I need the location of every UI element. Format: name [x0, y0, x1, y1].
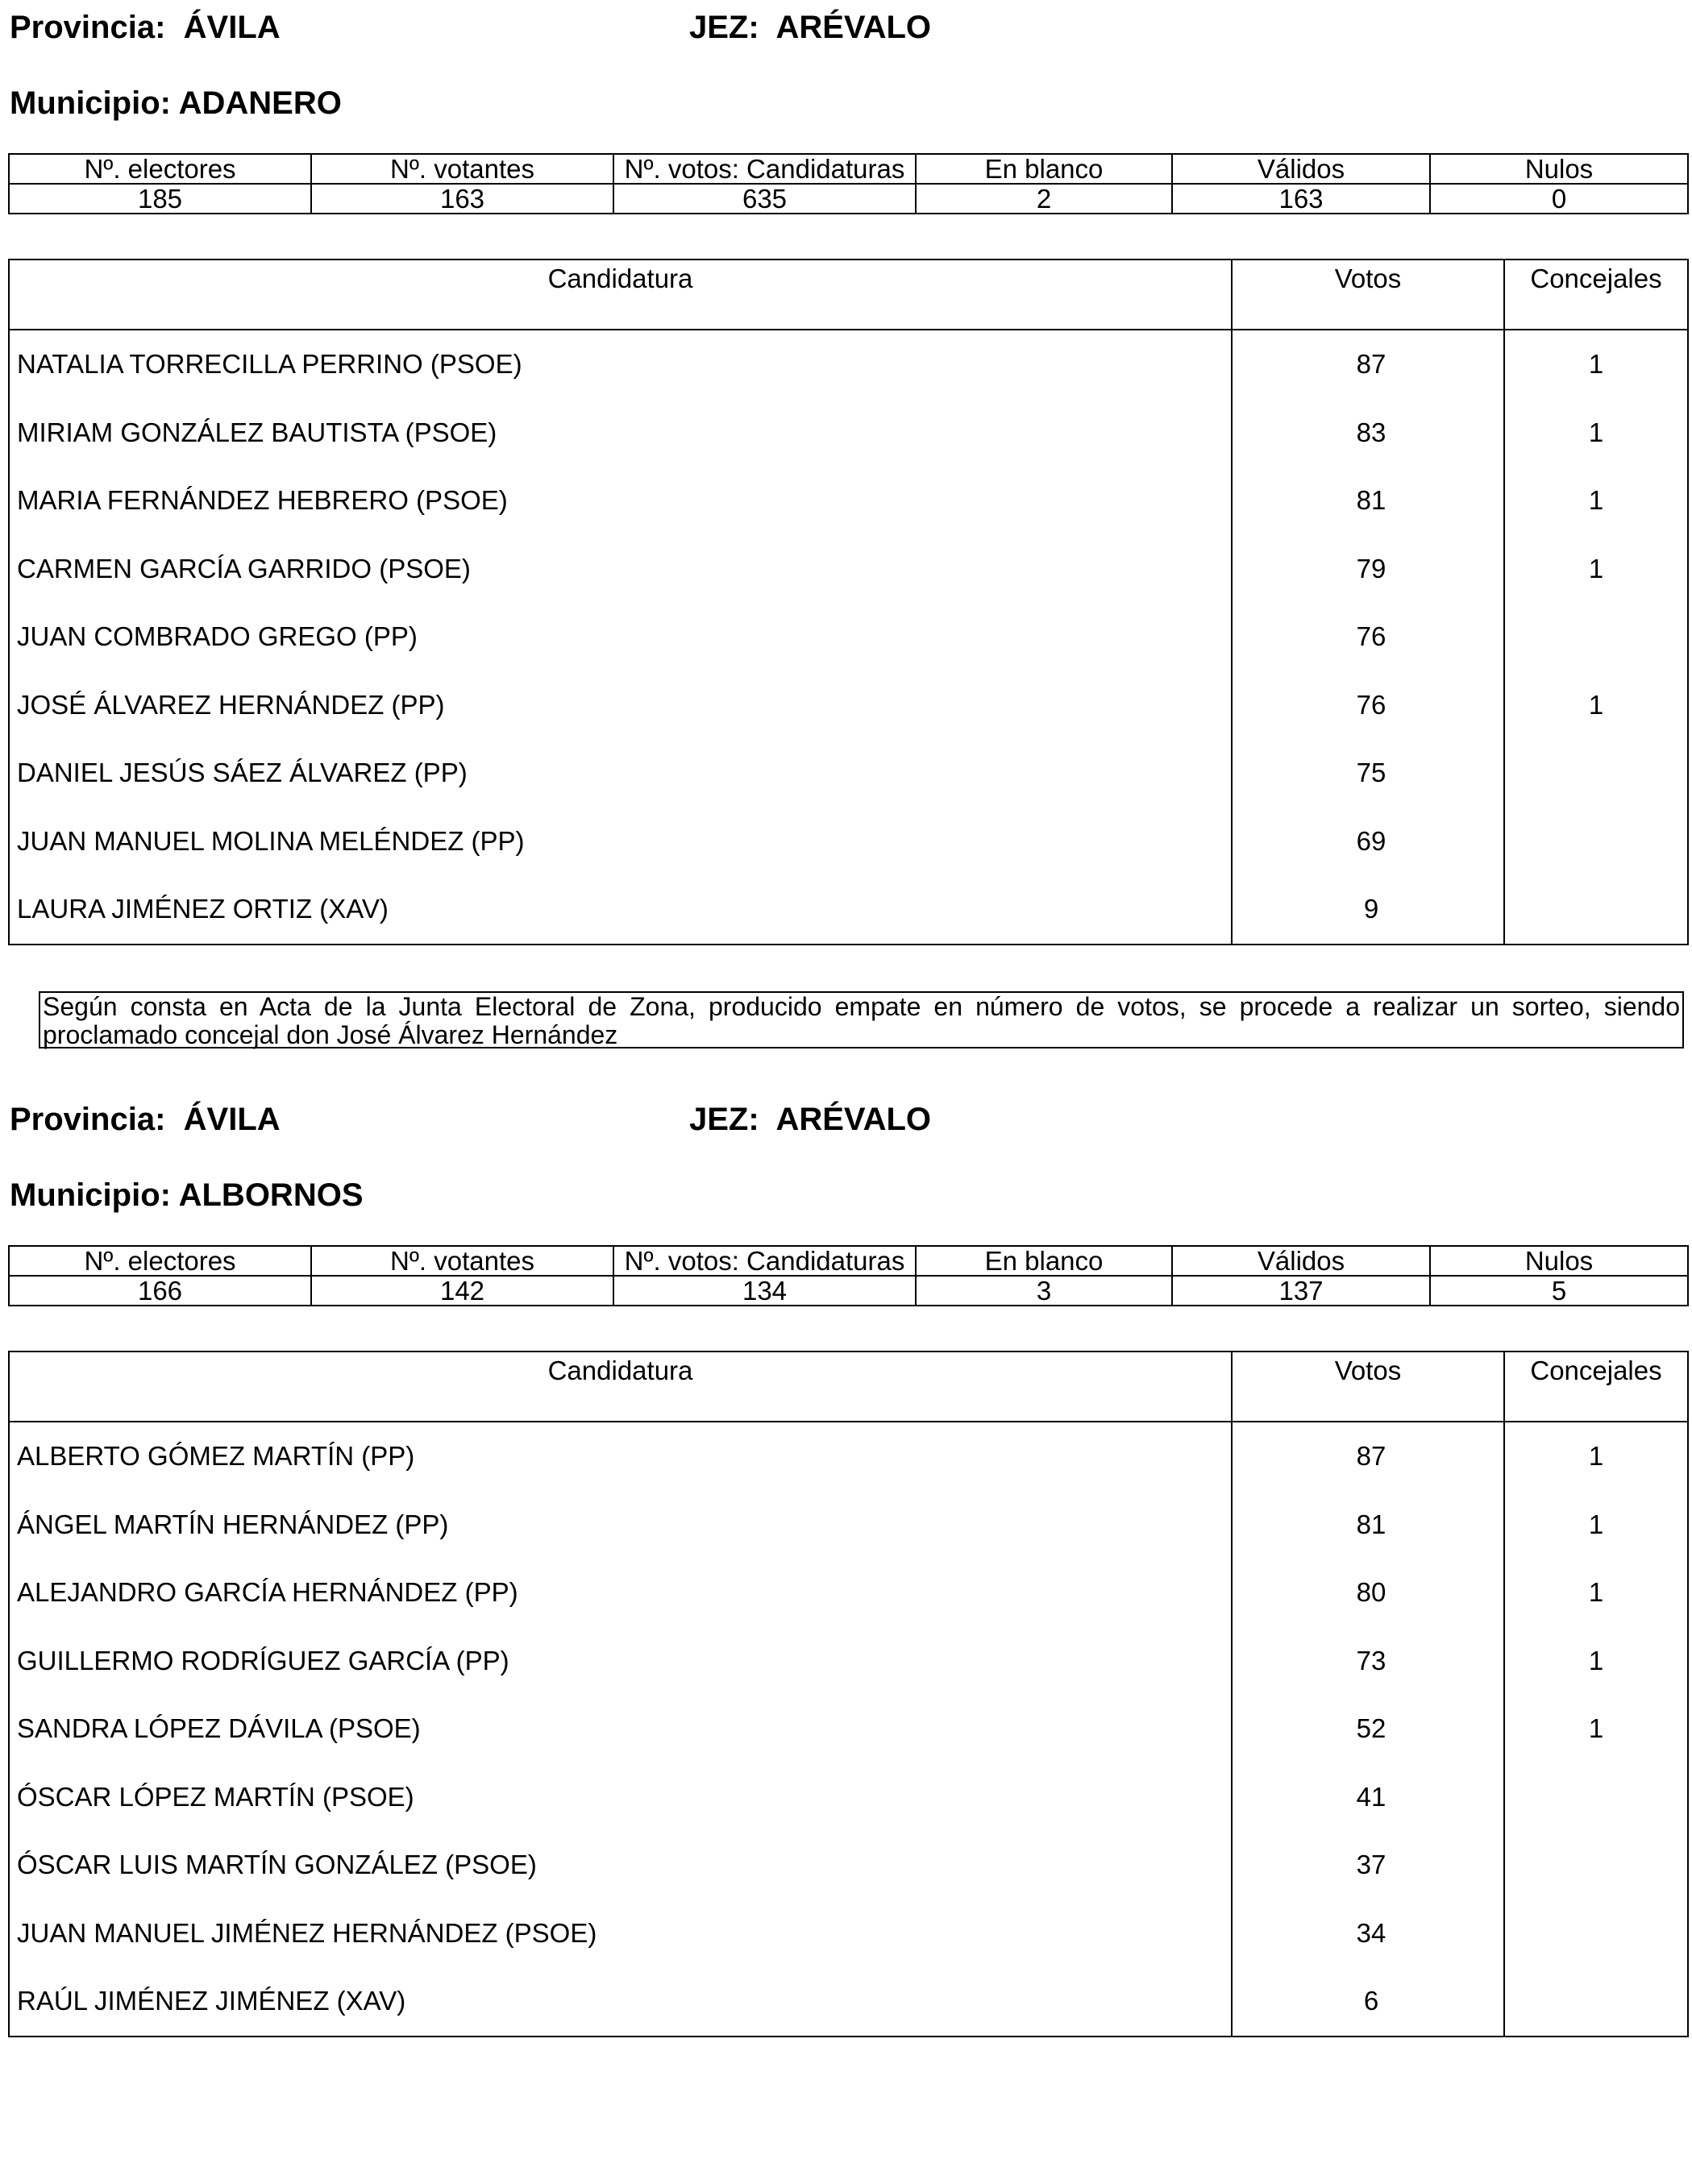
stats-header-row — [9, 1246, 1688, 1276]
stats-table — [8, 1245, 1689, 1306]
table-row — [9, 1491, 1688, 1559]
candidate-votes: 37 — [1232, 1831, 1504, 1900]
candidate-name: MIRIAM GONZÁLEZ BAUTISTA (PSOE) — [9, 399, 1232, 467]
municipio-value: ADANERO — [178, 85, 342, 121]
stats-header-cell: Nulos — [1430, 1246, 1688, 1276]
candidate-name: JOSÉ ÁLVAREZ HERNÁNDEZ (PP) — [9, 671, 1232, 740]
candidate-concejales: 1 — [1504, 1695, 1688, 1763]
stats-header-cell: Válidos — [1172, 154, 1430, 184]
stats-header-cell: Nº. electores — [9, 1246, 311, 1276]
stats-header-cell: Nº. votantes — [311, 154, 613, 184]
candidate-concejales — [1504, 1900, 1688, 1968]
candidate-name: DANIEL JESÚS SÁEZ ÁLVAREZ (PP) — [9, 739, 1232, 808]
candidate-name: ÁNGEL MARTÍN HERNÁNDEZ (PP) — [9, 1491, 1232, 1559]
candidate-votes: 73 — [1232, 1627, 1504, 1696]
candidates-table — [8, 259, 1689, 945]
table-row — [9, 1559, 1688, 1627]
candidate-concejales — [1504, 603, 1688, 671]
municipio-section-albornos — [0, 1092, 1692, 2184]
candidate-concejales — [1504, 1967, 1688, 2037]
candidate-votes: 79 — [1232, 535, 1504, 604]
candidate-name: ALEJANDRO GARCÍA HERNÁNDEZ (PP) — [9, 1559, 1232, 1627]
stats-header-cell: Nº. electores — [9, 154, 311, 184]
candidate-name: JUAN MANUEL JIMÉNEZ HERNÁNDEZ (PSOE) — [9, 1900, 1232, 1968]
candidate-votes: 6 — [1232, 1967, 1504, 2037]
candidate-concejales: 1 — [1504, 671, 1688, 740]
stats-header-row — [9, 154, 1688, 184]
stats-table — [8, 153, 1689, 214]
stats-value-cell: 166 — [9, 1276, 311, 1306]
table-row — [9, 467, 1688, 535]
candidate-votes: 81 — [1232, 1491, 1504, 1559]
stats-value-cell: 2 — [916, 184, 1172, 214]
concejales-header: Concejales — [1504, 260, 1688, 330]
stats-value-cell: 5 — [1430, 1276, 1688, 1306]
candidate-votes: 75 — [1232, 739, 1504, 808]
candidate-name: SANDRA LÓPEZ DÁVILA (PSOE) — [9, 1695, 1232, 1763]
stats-value-row — [9, 184, 1688, 214]
table-row — [9, 399, 1688, 467]
candidate-votes: 76 — [1232, 671, 1504, 740]
candidates-table — [8, 1351, 1689, 2037]
candidate-name: MARIA FERNÁNDEZ HEBRERO (PSOE) — [9, 467, 1232, 535]
candidate-name: NATALIA TORRECILLA PERRINO (PSOE) — [9, 330, 1232, 399]
candidate-name: RAÚL JIMÉNEZ JIMÉNEZ (XAV) — [9, 1967, 1232, 2037]
table-row — [9, 1422, 1688, 1491]
candidate-votes: 80 — [1232, 1559, 1504, 1627]
table-row — [9, 1763, 1688, 1832]
municipio-header — [10, 1177, 364, 1213]
candidate-concejales: 1 — [1504, 467, 1688, 535]
stats-value-cell: 0 — [1430, 184, 1688, 214]
provincia-header — [10, 10, 281, 45]
stats-value-cell: 134 — [613, 1276, 916, 1306]
table-row — [9, 1900, 1688, 1968]
candidate-votes: 81 — [1232, 467, 1504, 535]
table-row — [9, 1695, 1688, 1763]
stats-value-row — [9, 1276, 1688, 1306]
candidate-name: CARMEN GARCÍA GARRIDO (PSOE) — [9, 535, 1232, 604]
table-row — [9, 739, 1688, 808]
stats-value-cell: 635 — [613, 184, 916, 214]
stats-header-cell: Nº. votos: Candidaturas — [613, 1246, 916, 1276]
table-row — [9, 603, 1688, 671]
municipio-header — [10, 85, 342, 121]
candidate-votes: 34 — [1232, 1900, 1504, 1968]
candidate-votes: 83 — [1232, 399, 1504, 467]
candidate-name: GUILLERMO RODRÍGUEZ GARCÍA (PP) — [9, 1627, 1232, 1696]
candidate-name: ÓSCAR LUIS MARTÍN GONZÁLEZ (PSOE) — [9, 1831, 1232, 1900]
table-row — [9, 808, 1688, 876]
table-row — [9, 671, 1688, 740]
candidate-concejales: 1 — [1504, 1559, 1688, 1627]
table-row — [9, 875, 1688, 945]
stats-value-cell: 163 — [311, 184, 613, 214]
stats-header-cell: Válidos — [1172, 1246, 1430, 1276]
candidate-name: ÓSCAR LÓPEZ MARTÍN (PSOE) — [9, 1763, 1232, 1832]
candidate-concejales — [1504, 808, 1688, 876]
candidate-votes: 76 — [1232, 603, 1504, 671]
municipio-value: ALBORNOS — [178, 1177, 364, 1213]
jez-header — [689, 1102, 931, 1137]
candidate-name: ALBERTO GÓMEZ MARTÍN (PP) — [9, 1422, 1232, 1491]
concejales-header: Concejales — [1504, 1352, 1688, 1422]
candidate-concejales: 1 — [1504, 330, 1688, 399]
stats-header-cell: Nº. votantes — [311, 1246, 613, 1276]
provincia-header — [10, 1102, 281, 1137]
municipio-label: Municipio: — [10, 85, 171, 121]
jez-value: ARÉVALO — [775, 1102, 932, 1137]
candidate-concejales: 1 — [1504, 535, 1688, 604]
candidate-name: LAURA JIMÉNEZ ORTIZ (XAV) — [9, 875, 1232, 945]
stats-header-cell: En blanco — [916, 1246, 1172, 1276]
candidate-votes: 52 — [1232, 1695, 1504, 1763]
candidate-concejales — [1504, 1831, 1688, 1900]
jez-label: JEZ: — [689, 10, 759, 45]
stats-value-cell: 3 — [916, 1276, 1172, 1306]
table-row — [9, 535, 1688, 604]
candidate-concejales — [1504, 875, 1688, 945]
candidate-concejales: 1 — [1504, 399, 1688, 467]
stats-header-cell: Nº. votos: Candidaturas — [613, 154, 916, 184]
stats-value-cell: 137 — [1172, 1276, 1430, 1306]
table-row — [9, 1831, 1688, 1900]
table-row — [9, 330, 1688, 399]
candidate-concejales: 1 — [1504, 1627, 1688, 1696]
candidate-concejales — [1504, 1763, 1688, 1832]
stats-value-cell: 163 — [1172, 184, 1430, 214]
provincia-label: Provincia: — [10, 10, 166, 45]
stats-header-cell: En blanco — [916, 154, 1172, 184]
stats-header-cell: Nulos — [1430, 154, 1688, 184]
candidatura-header: Candidatura — [9, 260, 1232, 330]
candidatura-header: Candidatura — [9, 1352, 1232, 1422]
candidate-votes: 87 — [1232, 1422, 1504, 1491]
candidate-votes: 87 — [1232, 330, 1504, 399]
candidate-concejales: 1 — [1504, 1491, 1688, 1559]
candidate-votes: 41 — [1232, 1763, 1504, 1832]
candidate-votes: 9 — [1232, 875, 1504, 945]
provincia-value: ÁVILA — [183, 1102, 281, 1137]
jez-header — [689, 10, 931, 45]
table-row — [9, 1967, 1688, 2037]
candidate-concejales — [1504, 739, 1688, 808]
votos-header: Votos — [1232, 260, 1504, 330]
candidate-name: JUAN MANUEL MOLINA MELÉNDEZ (PP) — [9, 808, 1232, 876]
candidate-concejales: 1 — [1504, 1422, 1688, 1491]
provincia-label: Provincia: — [10, 1102, 166, 1137]
candidates-header-row — [9, 260, 1688, 330]
provincia-value: ÁVILA — [183, 10, 281, 45]
candidate-name: JUAN COMBRADO GREGO (PP) — [9, 603, 1232, 671]
candidate-votes: 69 — [1232, 808, 1504, 876]
votos-header: Votos — [1232, 1352, 1504, 1422]
stats-value-cell: 185 — [9, 184, 311, 214]
table-row — [9, 1627, 1688, 1696]
municipio-label: Municipio: — [10, 1177, 171, 1213]
jez-label: JEZ: — [689, 1102, 759, 1137]
candidates-header-row — [9, 1352, 1688, 1422]
jez-value: ARÉVALO — [775, 10, 932, 45]
tie-note: Según consta en Acta de la Junta Electoral de Zona, producido empate en número de votos, se procede a realizar un sorteo, siendo proclamado concejal don José Álvarez Hernández — [39, 991, 1684, 1048]
stats-value-cell: 142 — [311, 1276, 613, 1306]
